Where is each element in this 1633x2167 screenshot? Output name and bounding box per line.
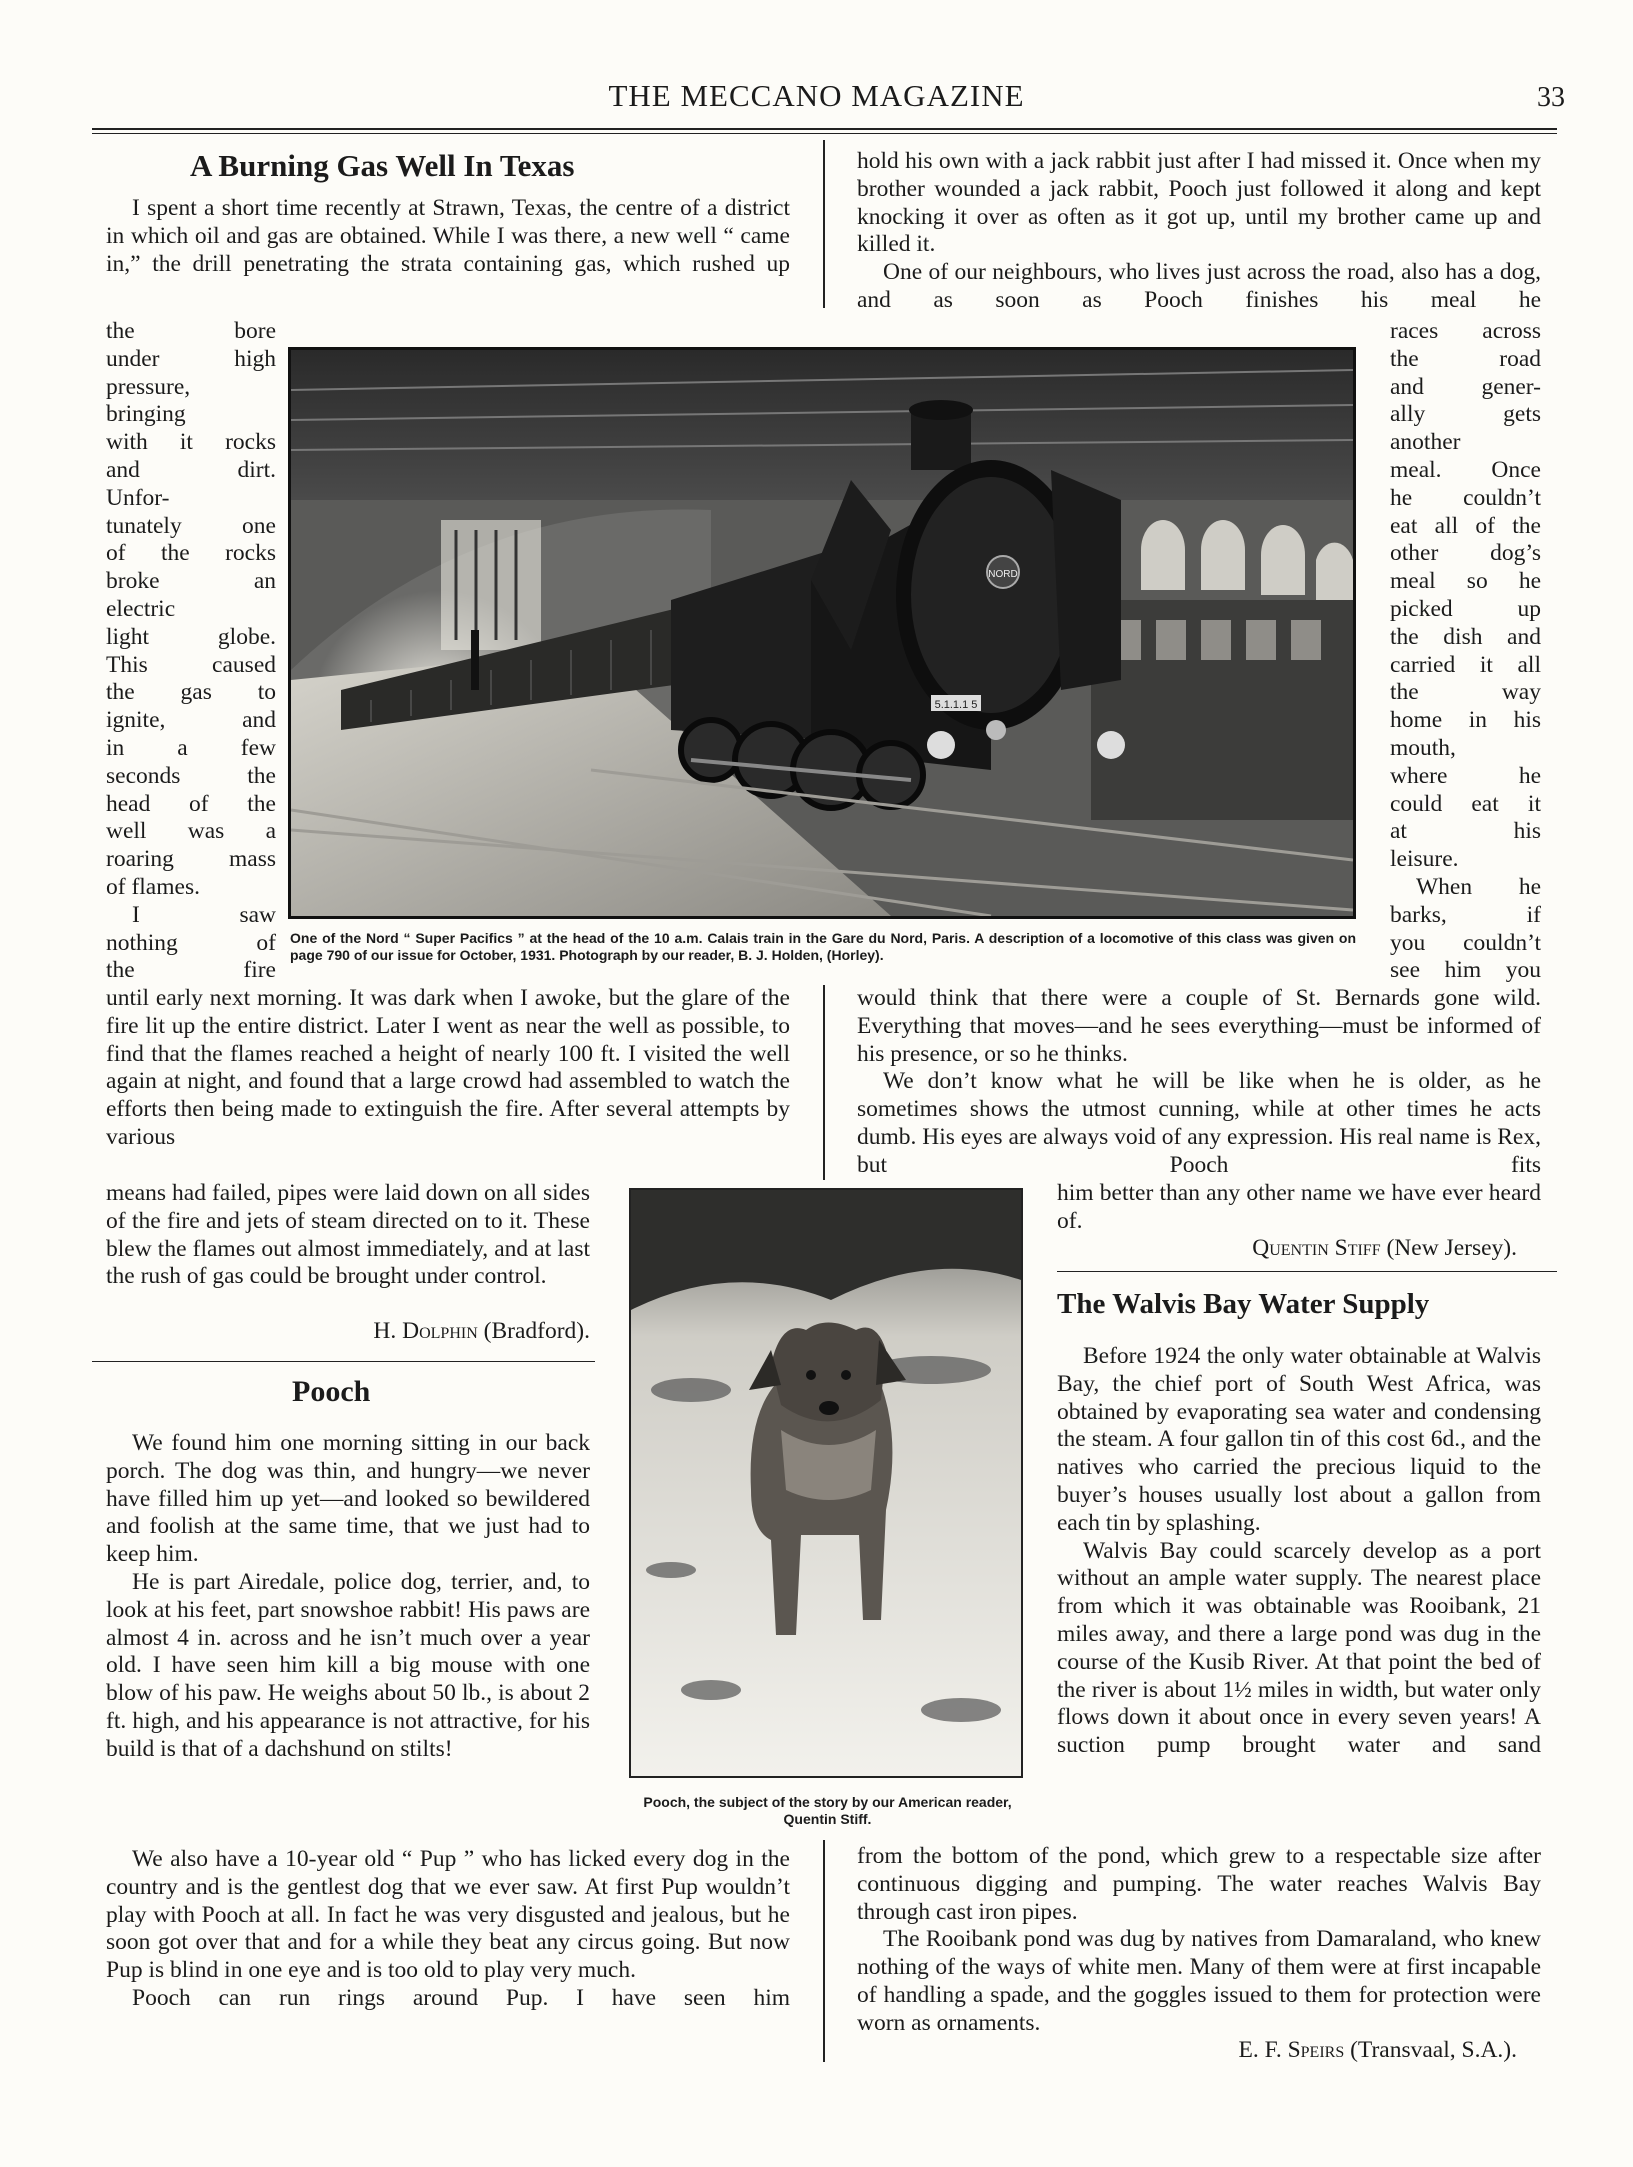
narrow-line: light globe. <box>106 623 276 650</box>
narrow-line: carried it all <box>1390 651 1541 678</box>
section-rule <box>1057 1271 1557 1272</box>
narrow-line: When he <box>1416 873 1541 900</box>
header-rule-thin <box>92 133 1557 134</box>
pooch-paragraph-2: He is part Airedale, police dog, terrier, and, to look at his feet, part snowshoe rabbit! His paws are almost 4 in. across and he isn’t much over a year old. I have seen him kill a big mouse with one blow of his paw. He weighs about 50 lb., is about 2 ft. high, and his appearance is not attractive, for his build is that of a dachshund on stilts! <box>106 1568 590 1762</box>
locomotive-photo <box>288 347 1356 919</box>
walvis-paragraph-3: from the bottom of the pond, which grew to a respectable size after continuous digging and pumping. The water reaches Walvis Bay through cast iron pipes. <box>857 1843 1541 1925</box>
narrow-line: where he <box>1390 762 1541 789</box>
locomotive-caption: One of the Nord “ Super Pacifics ” at the head of the 10 a.m. Calais train in the Gare du Nord, Paris. A description of a locomotive of this class was given on page 790 of our issue for October, 1931. Photograph by our reader, B. J. Holden, (Horley). <box>290 930 1356 963</box>
gas-well-paragraph-2: until early next morning. It was dark when I awoke, but the glare of the fire lit up the entire district. Later I went as near the well as possible, to find that the flames reached a height of nearly 100 ft. I visited the well again at night, and found that a large crowd had assembled to watch the efforts then being made to extinguish the fire. After several attempts by various <box>106 985 790 1150</box>
walvis-paragraph-1: Before 1924 the only water obtainable at Walvis Bay, the chief port of South West Africa, was obtained by evaporating sea water and condensing the steam. A four gallon tin of this cost 6d., and the natives who carried the precious liquid to the buyer’s houses usually lost about a gallon from each tin by splashing. <box>1057 1343 1541 1536</box>
gas-well-narrow-column <box>106 318 276 985</box>
author-name: E. F. Speirs <box>1238 2037 1345 2063</box>
narrow-line: with it rocks <box>106 429 276 456</box>
pooch-title: Pooch <box>292 1375 371 1408</box>
pooch-column-right-mid <box>857 985 1541 1180</box>
narrow-line: ignite, and <box>106 707 276 734</box>
narrow-line: see him you <box>1390 957 1541 984</box>
gas-well-paragraph-1: I spent a short time recently at Strawn, Texas, the centre of a district in which oil and gas are obtained. While I was there, a new well “ came in,” the drill penetrating the strata containing gas, which rushed up <box>106 195 790 277</box>
narrow-line: head of the <box>106 790 276 817</box>
pooch-signature <box>1057 1235 1517 1263</box>
narrow-line: ally gets <box>1390 401 1541 428</box>
narrow-line: barks, if <box>1390 901 1541 928</box>
narrow-line: you couldn’t <box>1390 929 1541 956</box>
walvis-column-top <box>1057 1343 1541 1760</box>
narrow-line: in a few <box>106 734 276 761</box>
narrow-line: and gener- <box>1390 373 1541 400</box>
narrow-line: and dirt. <box>106 456 276 483</box>
narrow-line: the fire <box>106 957 276 984</box>
author-location: (Transvaal, S.A.). <box>1350 2037 1517 2063</box>
narrow-line: the road <box>1390 345 1541 372</box>
narrow-line: he couldn’t <box>1390 484 1541 511</box>
column-divider-bottom <box>823 1840 825 2062</box>
dog-photo <box>629 1188 1023 1778</box>
pooch-paragraph-5: hold his own with a jack rabbit just after I had missed it. Once when my brother wounded a jack rabbit, Pooch just followed it along and kept knocking it over as often as it got up, until my brother came up and killed it. <box>857 148 1541 258</box>
narrow-line: the dish and <box>1390 623 1541 650</box>
author-name: Quentin Stiff <box>1252 1235 1381 1261</box>
narrow-line: the gas to <box>106 679 276 706</box>
narrow-line: under high <box>106 345 276 372</box>
pooch-column-right-top <box>857 148 1541 315</box>
narrow-line: mouth, <box>1390 734 1456 761</box>
narrow-line: races across <box>1390 318 1541 344</box>
gas-well-title: A Burning Gas Well In Texas <box>190 148 575 183</box>
narrow-line: roaring mass <box>106 846 276 873</box>
pooch-paragraph-3: We also have a 10-year old “ Pup ” who has licked every dog in the country and is the gentlest dog that we ever saw. At first Pup wouldn’t play with Pooch at all. In fact he was very disgusted and jealous, but he soon got over that and for a while they beat any circus going. But now Pup is blind in one eye and is too old to play very much. <box>106 1846 790 1984</box>
locomotive-illustration <box>291 350 1353 916</box>
pooch-paragraph-6: One of our neighbours, who lives just across the road, also has a dog, and as soon as Pooch finishes his meal he <box>857 259 1541 313</box>
dog-caption: Pooch, the subject of the story by our American reader, Quentin Stiff. <box>643 1794 1012 1827</box>
magazine-title: THE MECCANO MAGAZINE <box>608 78 1025 113</box>
walvis-signature <box>1057 2037 1517 2065</box>
narrow-line: at his <box>1390 818 1541 845</box>
narrow-line: of the rocks <box>106 540 276 567</box>
narrow-line: well was a <box>106 818 276 845</box>
narrow-line: electric <box>106 595 176 622</box>
pooch-paragraph-4: Pooch can run rings around Pup. I have seen him <box>132 1984 790 2011</box>
gas-well-signature <box>106 1318 590 1346</box>
author-location: (New Jersey). <box>1386 1235 1517 1261</box>
narrow-line: the bore <box>106 318 276 344</box>
walvis-title: The Walvis Bay Water Supply <box>1057 1288 1430 1320</box>
narrow-line: Unfor- <box>106 484 170 511</box>
header-rule <box>92 128 1557 130</box>
narrow-line: meal so he <box>1390 568 1541 595</box>
pooch-column-left <box>106 1430 590 1764</box>
loco-smokebox-digits: 5.1.1.1 5 <box>934 699 978 711</box>
author-location: (Bradford). <box>483 1318 590 1344</box>
author-name: H. Dolphin <box>373 1318 478 1344</box>
narrow-line: nothing of <box>106 929 276 956</box>
pooch-paragraph-8: We don’t know what he will be like when he is older, as he sometimes shows the utmost cunning, while at other times he acts dumb. His eyes are always void of any expression. His real name is Rex, but Pooch fits <box>857 1068 1541 1178</box>
narrow-line: picked up <box>1390 595 1541 622</box>
column-divider-top <box>823 140 825 308</box>
narrow-line: meal. Once <box>1390 456 1541 483</box>
pooch-column-wide <box>106 1846 790 2013</box>
narrow-line: home in his <box>1390 707 1541 734</box>
narrow-line: tunately one <box>106 512 276 539</box>
pooch-narrow-column <box>1390 318 1541 985</box>
narrow-line: other dog’s <box>1390 540 1541 567</box>
walvis-column-bottom <box>857 1843 1541 2038</box>
narrow-line: the way <box>1390 679 1541 706</box>
narrow-line: bringing <box>106 401 186 428</box>
narrow-line: pressure, <box>106 373 191 400</box>
narrow-line: I saw <box>132 901 276 928</box>
pooch-paragraph-1: We found him one morning sitting in our back porch. The dog was thin, and hungry—we never have filled him up yet—and looked so bewildered and foolish at the same time, that we just had to keep him. <box>106 1430 590 1568</box>
page-number: 33 <box>1537 82 1565 113</box>
narrow-line: This caused <box>106 651 276 678</box>
pooch-paragraph-9: him better than any other name we have ever heard of. <box>1057 1180 1541 1234</box>
narrow-line: broke an <box>106 568 276 595</box>
narrow-line: of flames. <box>106 873 200 900</box>
loco-number-plate: NORD <box>988 569 1018 580</box>
narrow-line: eat all of the <box>1390 512 1541 539</box>
narrow-line: another <box>1390 429 1461 456</box>
narrow-line: seconds the <box>106 762 276 789</box>
narrow-line: leisure. <box>1390 846 1459 873</box>
walvis-paragraph-4: The Rooibank pond was dug by natives from Damaraland, who knew nothing of the ways of white men. Many of them were at first incapable of handling a spade, and the goggles issued to them for protection were worn as ornaments. <box>857 1926 1541 2036</box>
gas-well-paragraph-3: means had failed, pipes were laid down on all sides of the fire and jets of steam directed on to it. These blew the flames out almost immediately, and at last the rush of gas could be brought under control. <box>106 1180 590 1290</box>
narrow-line: could eat it <box>1390 790 1541 817</box>
pooch-paragraph-7: would think that there were a couple of St. Bernards gone wild. Everything that moves—and he sees everything—must be informed of his presence, or so he thinks. <box>857 985 1541 1067</box>
section-rule <box>92 1361 595 1362</box>
dog-illustration <box>631 1190 1021 1776</box>
walvis-paragraph-2: Walvis Bay could scarcely develop as a port without an ample water supply. The nearest place from which it was obtainable was Rooibank, 21 miles away, and there a large pond was dug in the course of the Kusib River. At that point the bed of the river is about 1½ miles in width, but water only flows down it about once in every seven years! A suction pump brought water and sand <box>1057 1537 1541 1759</box>
column-divider-mid <box>823 985 825 1180</box>
